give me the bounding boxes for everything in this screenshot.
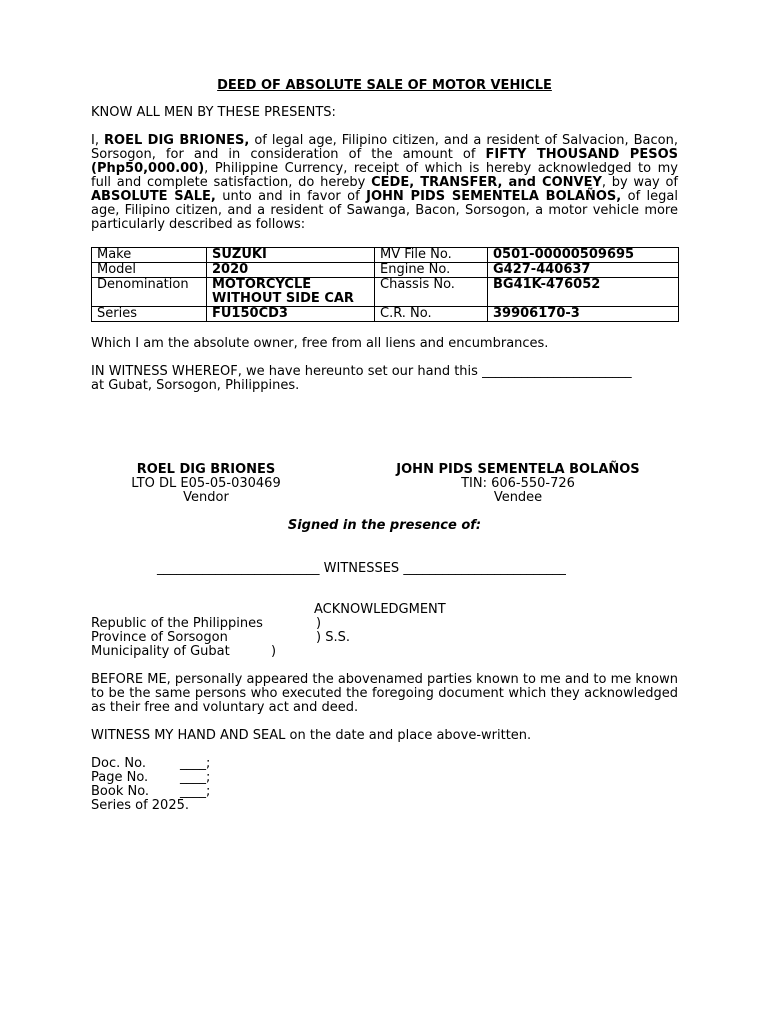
vendor-license: LTO DL E05-05-030469 <box>131 476 281 491</box>
table-value: 39906170-3 <box>488 307 679 322</box>
witness-signature-blank-left: _________________________ <box>157 561 320 576</box>
before-me-paragraph: BEFORE ME, personally appeared the abovenamed parties known to me and to me known to be the same persons who executed the foregoing document which they acknowledged as their free and voluntary act and deed. <box>91 672 678 715</box>
vendee-signatory-name: JOHN PIDS SEMENTELA BOLAÑOS <box>396 462 640 477</box>
table-label: Chassis No. <box>375 278 488 307</box>
book-number-blank[interactable]: ____; <box>180 784 211 799</box>
venue-text: Province of Sorsogon <box>91 630 228 645</box>
vendor-name: ROEL DIG BRIONES, <box>104 133 250 148</box>
vendor-signatory-name: ROEL DIG BRIONES <box>136 462 276 477</box>
witness-my-hand: WITNESS MY HAND AND SEAL on the date and place above-written. <box>91 728 532 743</box>
intro-text: , by way of <box>601 175 679 190</box>
witness-whereof-text: IN WITNESS WHEREOF, we have hereunto set our hand this <box>91 364 478 379</box>
table-row <box>92 278 679 307</box>
sale-type: ABSOLUTE SALE, <box>91 189 216 204</box>
signing-place: at Gubat, Sorsogon, Philippines. <box>91 378 300 393</box>
owner-statement: Which I am the absolute owner, free from all liens and encumbrances. <box>91 336 549 351</box>
conveyance-verbs: CEDE, TRANSFER, and CONVEY <box>371 175 602 190</box>
acknowledgment-title: ACKNOWLEDGMENT <box>314 602 446 617</box>
table-value: MOTORCYCLE WITHOUT SIDE CAR <box>207 278 375 307</box>
venue-bracket: ) S.S. <box>316 630 350 645</box>
venue-bracket: ) <box>271 644 277 659</box>
vendee-name: JOHN PIDS SEMENTELA BOLAÑOS, <box>366 189 622 204</box>
vendor-role: Vendor <box>183 490 229 505</box>
intro-text: unto and in favor of <box>215 189 367 204</box>
witness-whereof-line <box>91 365 632 379</box>
salutation: KNOW ALL MEN BY THESE PRESENTS: <box>91 105 336 120</box>
page-number-line <box>91 770 211 785</box>
table-value: 0501-00000509695 <box>488 248 679 263</box>
vendee-signature-block <box>373 463 663 505</box>
book-number-line <box>91 784 211 799</box>
table-label: Make <box>92 248 207 263</box>
venue-bracket: ) <box>316 616 322 631</box>
doc-number-label: Doc. No. <box>91 756 146 771</box>
table-label: Model <box>92 263 207 278</box>
venue-line-country <box>91 616 322 631</box>
venue-line-municipality <box>91 644 277 659</box>
witness-signature-blank-right: _________________________ <box>403 561 566 576</box>
venue-text: Municipality of Gubat <box>91 644 230 659</box>
table-row <box>92 307 679 322</box>
venue-text: Republic of the Philippines <box>91 616 263 631</box>
signing-date-blank[interactable]: _______________________ <box>482 364 632 379</box>
table-value: 2020 <box>207 263 375 278</box>
table-row <box>92 263 679 278</box>
intro-paragraph <box>91 134 678 232</box>
table-label: MV File No. <box>375 248 488 263</box>
series-year: Series of 2025. <box>91 798 189 813</box>
table-value: SUZUKI <box>207 248 375 263</box>
page-number-label: Page No. <box>91 770 149 785</box>
table-label: C.R. No. <box>375 307 488 322</box>
vendee-role: Vendee <box>493 490 543 505</box>
intro-text: of legal age, Filipino citizen, and a resident of Salvacion, Bacon, Sorsogon, for and in consideration of the amount of <box>91 133 678 162</box>
doc-number-line <box>91 756 211 771</box>
venue-line-province <box>91 630 350 645</box>
table-value: BG41K-476052 <box>488 278 679 307</box>
table-label: Denomination <box>92 278 207 307</box>
witnesses-line <box>157 562 566 576</box>
table-row <box>92 248 679 263</box>
vendor-signature-block <box>91 463 321 505</box>
witnesses-label: WITNESSES <box>323 561 400 576</box>
page-number-blank[interactable]: ____; <box>180 770 211 785</box>
document-title: DEED OF ABSOLUTE SALE OF MOTOR VEHICLE <box>217 78 552 93</box>
table-label: Series <box>92 307 207 322</box>
table-label: Engine No. <box>375 263 488 278</box>
table-value: G427-440637 <box>488 263 679 278</box>
sale-amount: FIFTY THOUSAND PESOS (Php50,000.00) <box>91 147 678 176</box>
intro-text: I, <box>91 133 105 148</box>
table-value: FU150CD3 <box>207 307 375 322</box>
book-number-label: Book No. <box>91 784 150 799</box>
signed-in-presence-heading: Signed in the presence of: <box>287 518 482 533</box>
doc-number-blank[interactable]: ____; <box>180 756 211 771</box>
intro-text: of legal age, Filipino citizen, and a resident of Sawanga, Bacon, Sorsogon, a motor vehicle more particularly described as follows: <box>91 189 678 232</box>
vendee-tin: TIN: 606-550-726 <box>461 476 575 491</box>
vehicle-details-table <box>91 247 679 322</box>
intro-text: , Philippine Currency, receipt of which is hereby acknowledged to my full and complete satisfaction, do hereby <box>91 161 678 190</box>
